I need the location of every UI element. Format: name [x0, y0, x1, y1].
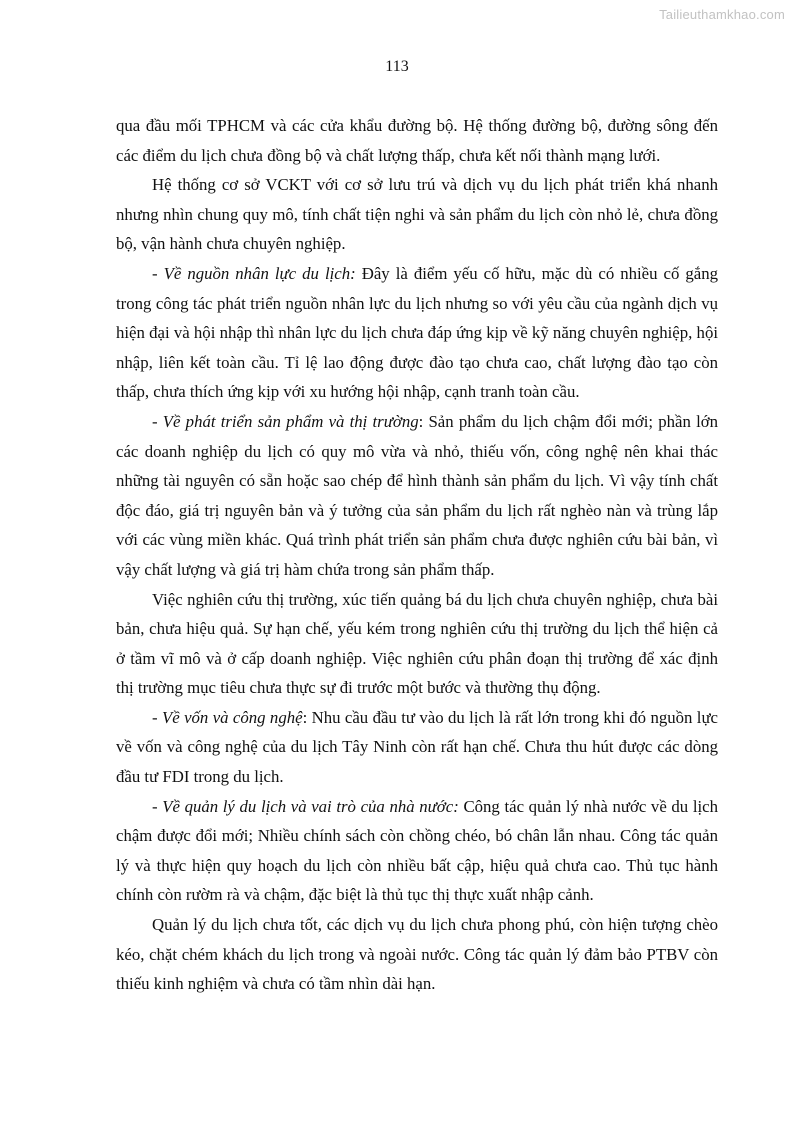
- paragraph-text: Đây là điểm yếu cố hữu, mặc dù có nhiều cố gắng trong công tác phát triển nguồn nhân lực du lịch nhưng so với yêu cầu của ngành dịch vụ hiện đại và hội nhập thì nhân lực du lịch chưa đáp ứng kịp về kỹ năng chuyên nghiệp, hội nhập, liên kết toàn cầu. Tỉ lệ lao động được đào tạo chưa cao, chất lượng đào tạo còn thấp, chưa thích ứng kịp với xu hướng hội nhập, cạnh tranh toàn cầu.: [116, 263, 719, 402]
- paragraph-text: Việc nghiên cứu thị trường, xúc tiến quảng bá du lịch chưa chuyên nghiệp, chưa bài bản, chưa hiệu quả. Sự hạn chế, yếu kém trong nghiên cứu thị trường du lịch thể hiện cả ở tầm vĩ mô và ở cấp doanh nghiệp. Việc nghiên cứu phân đoạn thị trường để xác định thị trường mục tiêu chưa thực sự đi trước một bước và thường thụ động.: [116, 589, 718, 698]
- paragraph-1: [116, 111, 718, 170]
- body-text: [116, 111, 718, 999]
- paragraph-6: [116, 703, 718, 792]
- paragraph-text: Quản lý du lịch chưa tốt, các dịch vụ du lịch chưa phong phú, còn hiện tượng chèo kéo, chặt chém khách du lịch trong và ngoài nước. Công tác quản lý đảm bảo PTBV còn thiếu kinh nghiệm và chưa có tầm nhìn dài hạn.: [116, 915, 718, 994]
- paragraph-lead: - Về nguồn nhân lực du lịch:: [152, 263, 356, 283]
- watermark: Tailieuthamkhao.com: [659, 7, 785, 22]
- paragraph-text: Hệ thống cơ sở VCKT với cơ sở lưu trú và dịch vụ du lịch phát triển khá nhanh nhưng nhìn chung quy mô, tính chất tiện nghi và sản phẩm du lịch còn nhỏ lẻ, chưa đồng bộ, vận hành chưa chuyên nghiệp.: [116, 175, 718, 254]
- page-number: 113: [385, 58, 409, 75]
- paragraph-lead: - Về vốn và công nghệ: [152, 707, 303, 727]
- paragraph-text: : Nhu cầu đầu tư vào du lịch là rất lớn trong khi đó nguồn lực về vốn và công nghệ của du lịch Tây Ninh còn rất hạn chế. Chưa thu hút được các dòng đầu tư FDI trong du lịch.: [116, 707, 718, 787]
- paragraph-text: qua đầu mối TPHCM và các cửa khẩu đường bộ. Hệ thống đường bộ, đường sông đến các điểm du lịch chưa đồng bộ và chất lượng thấp, chưa kết nối thành mạng lưới.: [116, 116, 718, 165]
- paragraph-text: Công tác quản lý nhà nước về du lịch chậm được đổi mới; Nhiều chính sách còn chồng chéo, bó chân lẫn nhau. Công tác quản lý và thực hiện quy hoạch du lịch còn nhiều bất cập, hiệu quả chưa cao. Thủ tục hành chính còn rườm rà và chậm, đặc biệt là thủ tục thị thực xuất nhập cảnh.: [116, 796, 718, 905]
- paragraph-3: [116, 259, 718, 407]
- paragraph-lead: - Về quản lý du lịch và vai trò của nhà nước:: [152, 796, 459, 816]
- paragraph-7: [116, 792, 718, 910]
- paragraph-lead: - Về phát triển sản phẩm và thị trường: [152, 411, 419, 431]
- paragraph-4: [116, 407, 718, 585]
- paragraph-5: [116, 585, 718, 703]
- paragraph-8: [116, 910, 718, 999]
- paragraph-text: : Sản phẩm du lịch chậm đổi mới; phần lớn các doanh nghiệp du lịch có quy mô vừa và nhỏ, thiếu vốn, công nghệ nên khai thác những tài nguyên có sẵn hoặc sao chép để hình thành sản phẩm du lịch. Vì vậy tính chất độc đáo, giá trị nguyên bản và ý tưởng của sản phẩm du lịch rất nghèo nàn và trùng lắp với các vùng miền khác. Quá trình phát triển sản phẩm chưa được nghiên cứu bài bản, vì vậy chất lượng và giá trị hàm chứa trong sản phẩm thấp.: [116, 411, 718, 579]
- paragraph-2: [116, 170, 718, 259]
